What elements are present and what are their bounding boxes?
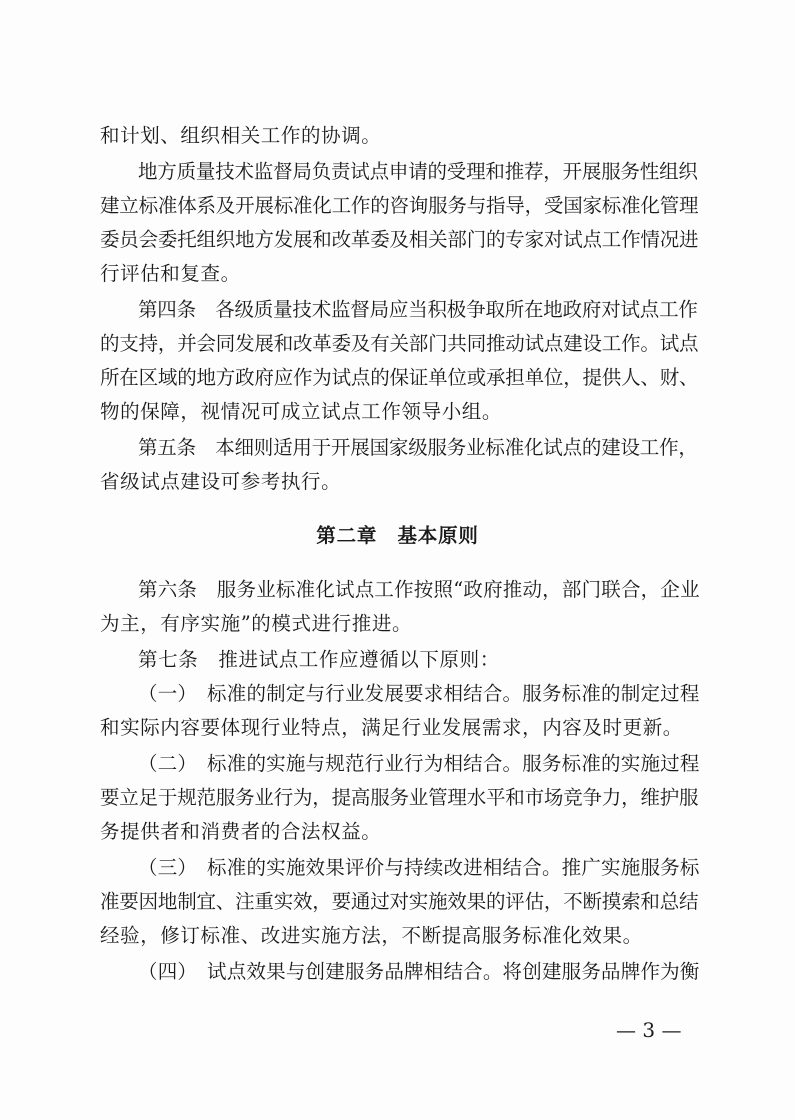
principle-4-line-1: （四） 试点效果与创建服务品牌相结合。将创建服务品牌作为衡	[138, 960, 700, 983]
paragraph-local-bureau-line-4: 行评估和复查。	[100, 262, 241, 285]
principle-3-line-3: 经验，修订标准、改进实施方法，不断提高服务标准化效果。	[100, 924, 643, 947]
paragraph-local-bureau-line-3: 委员会委托组织地方发展和改革委及相关部门的专家对试点工作情况进	[100, 228, 699, 251]
article-4-line-1: 第四条 各级质量技术监督局应当积极争取所在地政府对试点工作	[138, 298, 698, 321]
principle-2-line-1: （二） 标准的实施与规范行业行为相结合。服务标准的实施过程	[138, 752, 700, 775]
article-6-line-2: 为主，有序实施”的模式进行推进。	[100, 612, 413, 635]
article-4-line-2: 的支持，并会同发展和改革委及有关部门共同推动试点建设工作。试点	[100, 332, 699, 355]
principle-1-line-1: （一） 标准的制定与行业发展要求相结合。服务标准的制定过程	[138, 682, 700, 705]
paragraph-carry-line-1: 和计划、组织相关工作的协调。	[100, 124, 382, 147]
article-4-line-3: 所在区域的地方政府应作为试点的保证单位或承担单位，提供人、财、	[100, 366, 699, 389]
principle-2-line-2: 要立足于规范服务业行为，提高服务业管理水平和市场竞争力，维护服	[100, 786, 699, 809]
paragraph-local-bureau-line-1: 地方质量技术监督局负责试点申请的受理和推荐，开展服务性组织	[138, 160, 698, 183]
article-5-line-2: 省级试点建设可参考执行。	[100, 470, 342, 493]
article-6-line-1: 第六条 服务业标准化试点工作按照“政府推动，部门联合，企业	[138, 578, 700, 601]
article-7-line-1: 第七条 推进试点工作应遵循以下原则：	[138, 648, 500, 671]
principle-2-line-3: 务提供者和消费者的合法权益。	[100, 820, 382, 843]
article-4-line-4: 物的保障，视情况可成立试点工作领导小组。	[100, 400, 503, 423]
paragraph-local-bureau-line-2: 建立标准体系及开展标准化工作的咨询服务与指导，受国家标准化管理	[100, 194, 699, 217]
principle-1-line-2: 和实际内容要体现行业特点，满足行业发展需求，内容及时更新。	[100, 716, 683, 739]
principle-3-line-2: 准要因地制宜、注重实效，要通过对实施效果的评估，不断摸索和总结	[100, 890, 699, 913]
article-5-line-1: 第五条 本细则适用于开展国家级服务业标准化试点的建设工作，	[138, 436, 698, 459]
chapter-heading: 第二章 基本原则	[316, 524, 479, 547]
page-number: — 3 —	[616, 1018, 682, 1042]
principle-3-line-1: （三） 标准的实施效果评价与持续改进相结合。推广实施服务标	[138, 856, 700, 879]
